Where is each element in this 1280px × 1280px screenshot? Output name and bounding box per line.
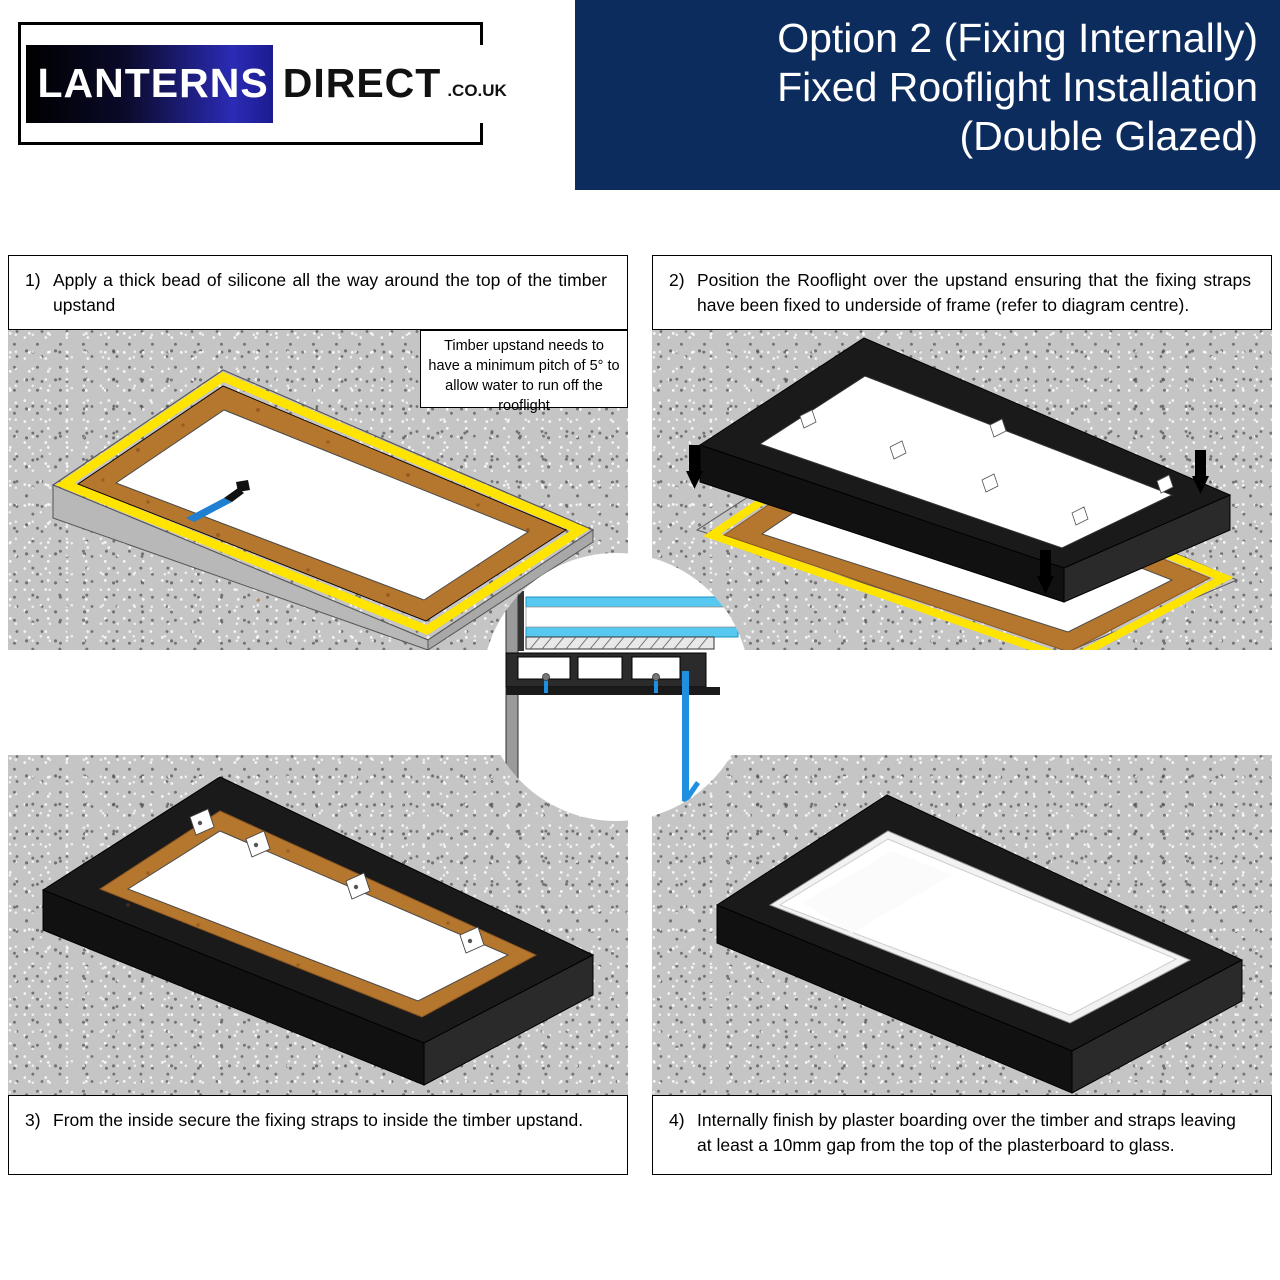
logo-secondary-text: DIRECT — [282, 60, 442, 106]
step-4-illustration — [652, 755, 1272, 1095]
step-panel-3 — [8, 1095, 628, 1175]
step-1-caption — [9, 256, 627, 328]
cross-section-detail — [482, 553, 750, 821]
rooflight-positioning-diagram — [652, 330, 1272, 650]
step-1-text: Apply a thick bead of silicone all the way around the top of the timber upstand — [53, 270, 607, 315]
title-line-1: Option 2 (Fixing Internally) — [777, 15, 1258, 61]
title-line-2: Fixed Rooflight Installation — [777, 64, 1258, 110]
pitch-note-text: Timber upstand needs to have a minimum pitch of 5° to allow water to run off the rooflight — [428, 338, 620, 414]
logo-tld-text: .CO.UK — [447, 80, 507, 100]
step-2-text: Position the Rooflight over the upstand ensuring that the fixing straps have been fixed to underside of frame (refer to diagram centre). — [697, 270, 1251, 315]
step-3-illustration — [8, 755, 628, 1095]
title-banner — [575, 0, 1280, 190]
step-4-text: Internally finish by plaster boarding over the timber and straps leaving at least a 10mm gap from the top of the plasterboard to glass. — [697, 1110, 1236, 1155]
finished-rooflight-diagram — [652, 755, 1272, 1095]
logo-secondary-block — [273, 45, 507, 123]
step-3-number: 3) — [25, 1110, 41, 1130]
step-4-number: 4) — [669, 1110, 685, 1130]
title-line-3: (Double Glazed) — [959, 113, 1258, 159]
page-header — [0, 0, 1280, 190]
step-2-number: 2) — [669, 270, 685, 290]
step-panel-2 — [652, 255, 1272, 330]
logo-graphic — [26, 45, 507, 123]
step-2-illustration — [652, 330, 1272, 650]
step-1-number: 1) — [25, 270, 41, 290]
pitch-note — [420, 330, 628, 414]
fixing-straps-diagram — [8, 755, 628, 1095]
step-3-text: From the inside secure the fixing straps to inside the timber upstand. — [53, 1110, 584, 1130]
logo-primary-text: LANTERNS — [37, 60, 269, 106]
step-3-caption — [9, 1096, 627, 1143]
step-panel-1 — [8, 255, 628, 330]
cross-section-svg — [482, 553, 750, 821]
step-4-caption — [653, 1096, 1271, 1168]
brand-logo — [18, 22, 507, 145]
step-panel-4 — [652, 1095, 1272, 1175]
step-2-caption — [653, 256, 1271, 328]
